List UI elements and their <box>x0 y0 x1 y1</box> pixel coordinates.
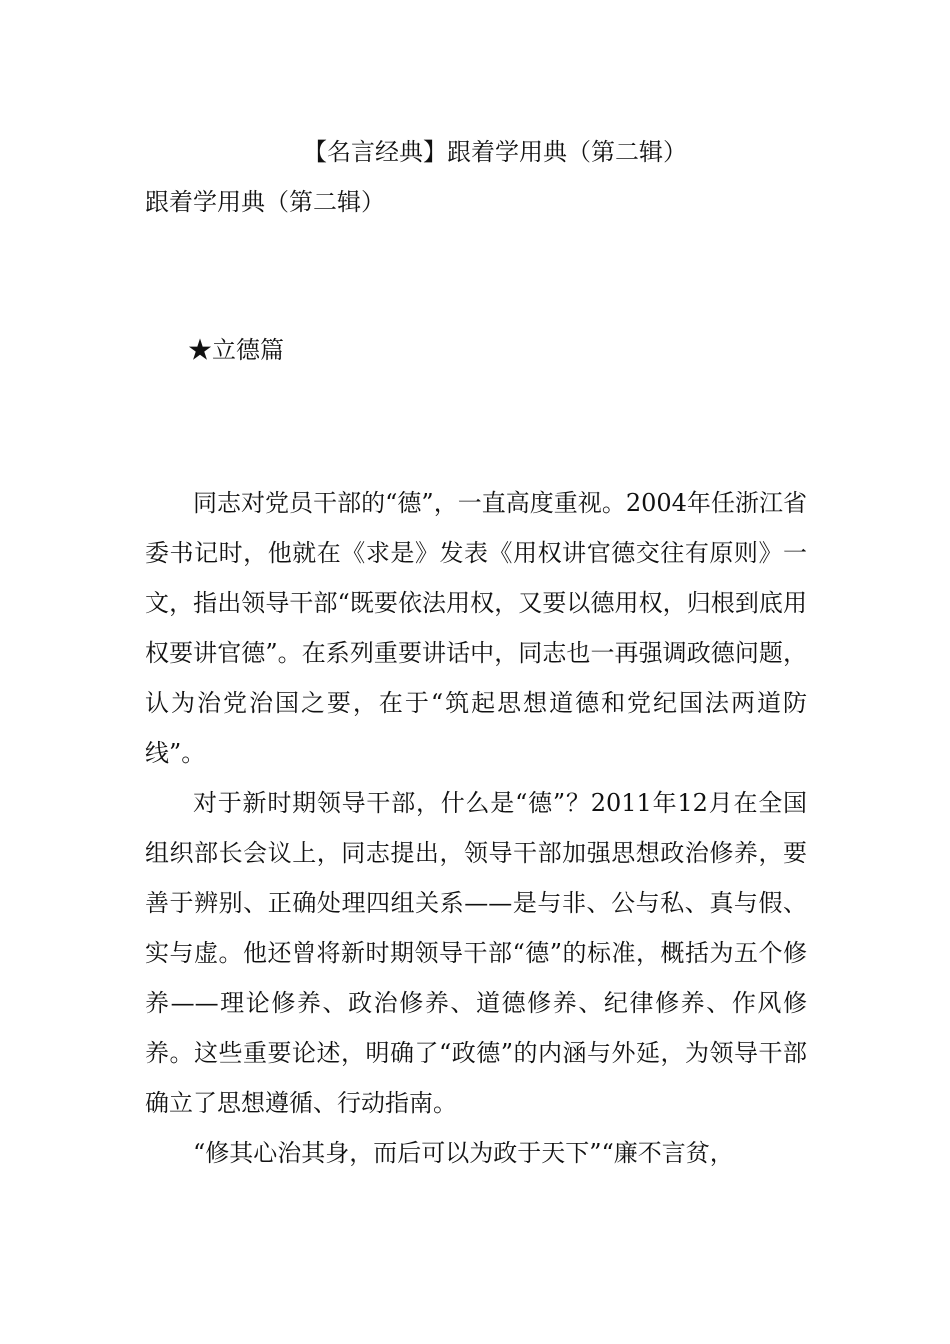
document-title: 【名言经典】跟着学用典（第二辑） <box>303 138 687 166</box>
paragraph: 对于新时期领导干部，什么是“德”？2011年12月在全国组织部长会议上，同志提出，领导干部加强思想政治修养，要善于辨别、正确处理四组关系——是与非、公与私、真与假、实与虚。他还曾将新时期领导干部“德”的标准，概括为五个修养——理论修养、政治修养、道德修养、纪律修养、作风修养。这些重要论述，明确了“政德”的内涵与外延，为领导干部确立了思想遵循、行动指南。 <box>145 789 807 1117</box>
paragraph: 同志对党员干部的“德”，一直高度重视。2004年任浙江省委书记时，他就在《求是》发表《用权讲官德交往有原则》一文，指出领导干部“既要依法用权，又要以德用权，归根到底用权要讲官德”。在系列重要讲话中，同志也一再强调政德问题，认为治党治国之要，在于“筑起思想道德和党纪国法两道防线”。 <box>145 489 807 767</box>
body-text <box>145 478 807 1178</box>
section-heading: ★立德篇 <box>188 336 284 364</box>
paragraph: “修其心治其身，而后可以为政于天下”“廉不言贫， <box>193 1139 734 1167</box>
document-subtitle: 跟着学用典（第二辑） <box>145 188 385 216</box>
